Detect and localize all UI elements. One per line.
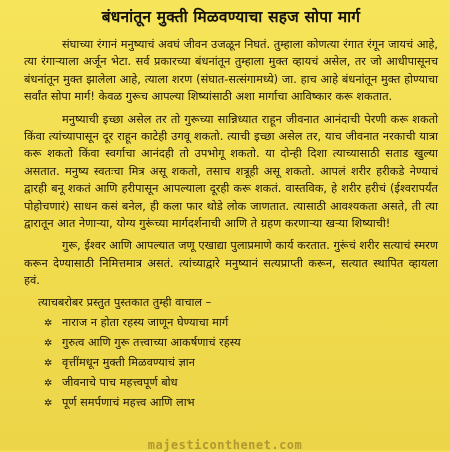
list-intro: त्याचबरोबर प्रस्तुत पुस्तकात तुम्ही वाचाल – [38,295,212,309]
paragraph-2: मनुष्याची इच्छा असेल तर तो गुरूच्या सान्निध्यात राहून जीवनात आनंदाची पेरणी करू शकतो किंवा त्यांच्यापासून दूर राहून काटेही उगवू शकतो. त्याची इच्छा असेल तर, याच जीवनात नरकाची यात्रा करू शकतो किंवा स्वर्गाचा आनंदही तो उपभोगू शकतो. या दोन्ही दिशा त्याच्यासाठी सताड खुल्या असतात. मनुष्य स्वतःचा मित्र असू शकतो, तसाच शत्रूही असू शकतो. आपलं शरीर हरीकडे नेण्याचं द्वारही बनू शकतं आणि हरीपासून आपल्याला दूरही करू शकतं. वास्तविक, हे शरीर हरीचं (ईश्वरापर्यंत पोहोचणारं) साधन कसं बनेल, ही कला फार थोडे लोक जाणतात. त्यासाठी आवश्यकता असते, ती त्या द्वारातून आत नेणाऱ्या, योग्य गुरूंच्या मार्गदर्शनाची आणि ते ग्रहण करणाऱ्या खऱ्या शिष्याची! [24,112,438,231]
website-watermark: majesticonthenet.com [147,438,303,452]
sparkle-star-icon: ✲ [44,398,53,410]
list-item-text: पूर्ण समर्पणाचं महत्त्व आणि लाभ [62,396,195,410]
sparkle-star-icon: ✲ [44,338,53,350]
list-item [44,373,438,393]
page-title: बंधनांतून मुक्ती मिळवण्याचा सहज सोपा मार्ग [101,8,361,26]
list-item [44,393,438,413]
list-item-text: जीवनाचे पाच महत्त्वपूर्ण बोध [62,376,178,390]
sparkle-star-icon: ✲ [44,358,53,370]
sparkle-star-icon: ✲ [44,378,53,390]
list-item [44,313,438,333]
list-item-text: वृत्तींमधून मुक्ती मिळवण्याचं ज्ञान [62,356,195,370]
list-item-text: गुरुत्व आणि गुरू तत्त्वाच्या आकर्षणाचं रहस्य [62,336,241,350]
feature-list [24,313,438,413]
list-item [44,353,438,373]
list-item [44,333,438,353]
paragraph-1: संघाच्या रंगानं मनुष्याचं अवघं जीवन उजळून निघतं. तुम्हाला कोणत्या रंगात रंगून जायचं आहे, त्या रंगाऱ्याला अर्जून भेटा. सर्व प्रकारच्या बंधनांतून तुम्हाला मुक्त व्हायचं असेल, तर जो आधीपासूनच बंधनांतून मुक्त झालेला आहे, त्याला शरण (संघात-सत्संगामध्ये) जा. हाच आहे बंधनांतून मुक्त होण्याचा सर्वांत सोपा मार्ग! केवळ गुरूच आपल्या शिष्यांसाठी अशा मार्गाचा आविष्कार करू शकतात. [24,38,438,104]
sparkle-star-icon: ✲ [44,318,53,330]
list-item-text: नाराज न होता रहस्य जाणून घेण्याचा मार्ग [62,316,229,330]
paragraph-3: गुरू, ईश्वर आणि आपल्यात जणू एखाद्या पुलाप्रमाणे कार्य करतात. गुरूंचं शरीर सत्याचं स्मरण करून देण्यासाठी निमित्तमात्र असतं. त्यांच्याद्वारे मनुष्यानं सत्यप्राप्ती करून, सत्यात स्थापित व्हायला हवं. [24,239,438,288]
